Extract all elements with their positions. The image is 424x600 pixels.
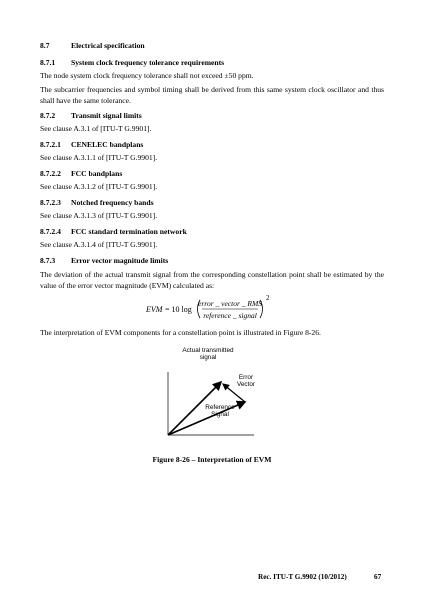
paragraph: See clause A.3.1.1 of [ITU-T G.9901]. (40, 153, 158, 162)
paragraph: See clause A.3.1.3 of [ITU-T G.9901]. (40, 211, 158, 220)
section-heading: 8.7.2.1 CENELEC bandplans (40, 140, 144, 149)
paragraph: The subcarrier frequencies and symbol timing shall be derived from this same system clock oscillator and thus shall have the same tolerance. (40, 85, 384, 105)
section-heading: 8.7.2.3 Notched frequency bands (40, 198, 154, 207)
evm-equation (146, 295, 286, 323)
paragraph: The deviation of the actual transmit signal from the corresponding constellation point shall be estimated by the value of the error vector magnitude (EVM) calculated as: (40, 270, 384, 290)
evm-figure (150, 346, 290, 446)
paragraph: The node system clock frequency tolerance shall not exceed ±50 ppm. (40, 71, 254, 80)
section-heading: 8.7.2 Transmit signal limits (40, 111, 142, 120)
section-heading: 8.7 Electrical specification (40, 41, 145, 50)
equation-numerator: error _ vector _ RMS (198, 299, 262, 308)
figure-caption: Figure 8-26 – Interpretation of EVM (152, 455, 272, 464)
paragraph: See clause A.3.1.4 of [ITU-T G.9901]. (40, 240, 158, 249)
footer-page-number: 67 (374, 573, 382, 581)
paragraph: See clause A.3.1 of [ITU-T G.9901]. (40, 124, 152, 133)
footer-recommendation: Rec. ITU-T G.9902 (10/2012) (258, 573, 347, 581)
section-heading: 8.7.2.2 FCC bandplans (40, 169, 123, 178)
equation-denominator: reference _ signal (203, 311, 257, 320)
error-vector-label: Error Vector (236, 374, 256, 388)
section-heading: 8.7.1 System clock frequency tolerance requirements (40, 58, 225, 67)
equation-lhs: EVM (146, 305, 163, 314)
equation-exponent: 2 (266, 294, 270, 302)
section-heading: 8.7.2.4 FCC standard termination network (40, 227, 187, 236)
paragraph: See clause A.3.1.2 of [ITU-T G.9901]. (40, 182, 158, 191)
actual-signal-label: Actual transmitted signal (182, 347, 234, 361)
reference-signal-label: Reference Signal (205, 404, 235, 418)
paragraph: The interpretation of EVM components for a constellation point is illustrated in Figure 8-26. (40, 328, 321, 337)
section-heading: 8.7.3 Error vector magnitude limits (40, 256, 169, 265)
equation-operator: = 10 log (165, 305, 192, 314)
